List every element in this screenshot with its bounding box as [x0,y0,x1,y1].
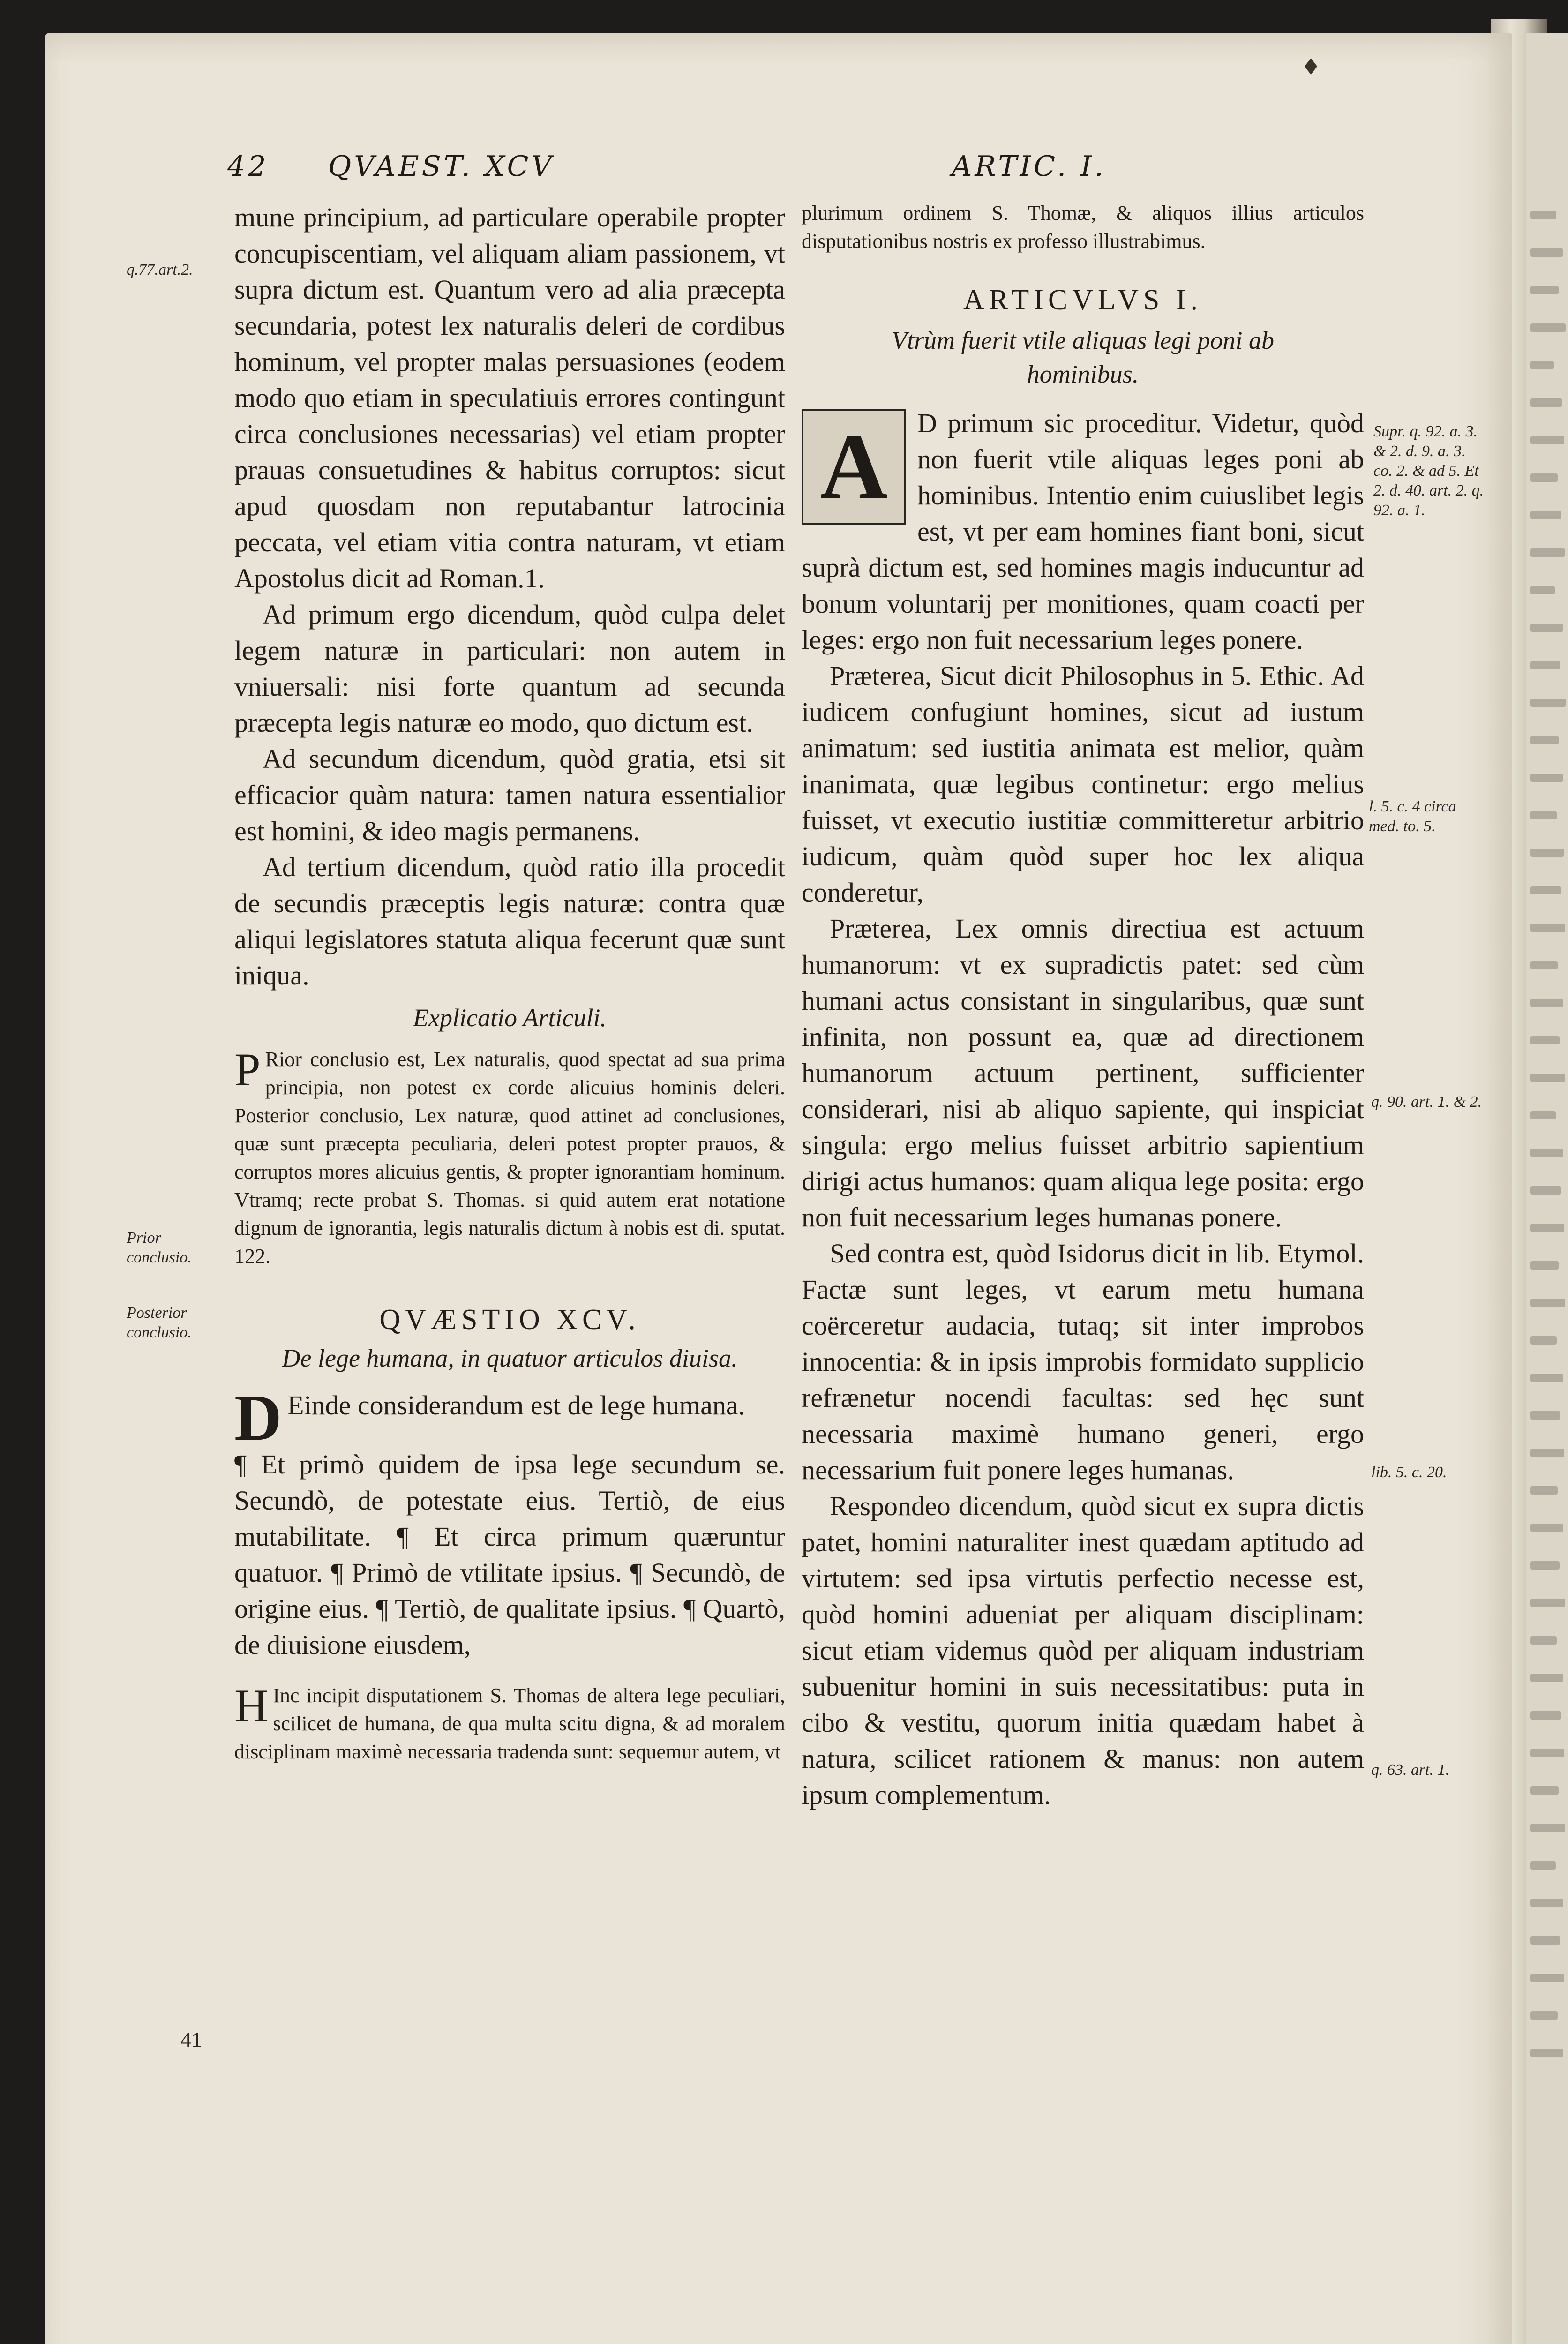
ink-mark: ♦ [1301,54,1321,80]
hinc-block [234,1682,785,1766]
articulus-title: ARTICVLVS I. [963,284,1203,316]
adjacent-page-edge [1526,33,1568,2344]
right-intro: plurimum ordinem S. Thomæ, & aliquos illius articulos disputationibus nostris ex professo illustrabimus. [802,202,1364,253]
articulus-body-block [802,405,1364,658]
right-paragraph-2: Præterea, Sicut dicit Philosophus in 5. Ethic. Ad iudicem confugiunt homines, sicut ad iustum animatum: sed iustitia animata est melior, quàm inanimata, quæ legibus continetur: ergo melius fuisset, vt executio iustitiæ committeretur arbitrio iudicum, quàm quòd super hoc lex aliqua conderetur, [802,661,1364,908]
right-column [802,199,1364,1813]
margin-note-q90: q. 90. art. 1. & 2. [1371,1093,1482,1111]
explicatio-initial: P [234,1045,261,1096]
left-paragraph-3: Ad secundum dicendum, quòd gratia, etsi sit efficacior quàm natura: tamen natura essentialior est homini, & ideo magis permanens. [234,744,785,846]
margin-note-ethic: l. 5. c. 4 circa med. to. 5. [1369,798,1456,835]
left-paragraph-2: Ad primum ergo dicendum, quòd culpa delet legem naturæ in particulari: non autem in vniuersali: nisi forte quantum ad secunda præcepta legis naturæ eo modo, quo dictum est. [234,599,785,738]
explicatio-text: Rior conclusio est, Lex naturalis, quod spectat ad sua prima principia, non potest ex corde alicuius hominis deleri. Posterior conclusio, Lex naturæ, quod attinet ad conclusiones, quæ sunt præcepta peculiaria, deleri potest propter prauos, & corruptos mores alicuius gentis, & propter ignorantiam hominum. Vtramq; recte probat S. Thomas. si quid autem erat notatione dignum de ignorantia, legis naturalis dictum à nobis est di. sputat. 122. [234,1048,785,1268]
margin-note-q77: q.77.art.2. [127,261,193,278]
right-paragraph-5: Respondeo dicendum, quòd sicut ex supra dictis patet, homini naturaliter inest quædam aptitudo ad virtutem: sed ipsa virtutis perfectio necesse est, quòd homini adueniat per aliquam disciplinam: sicut etiam videmus quòd per aliquam industriam subuenitur homini in suis necessitatibus: puta in cibo & vestitu, quorum initia quædam habet à natura, scilicet rationem & manus: non autem ipsum complementum. [802,1491,1364,1810]
right-paragraph-1: D primum sic proceditur. Videtur, quòd non fuerit vtile aliquas leges poni ab hominibus. Intentio enim cuiuslibet legis est, vt per eam homines fiant boni, sicut suprà dictum est, sed homines magis inducuntur ad bonum voluntarij per monitiones, quam coacti per leges: ergo non fuit necessarium leges ponere. [802,408,1364,655]
deinde-text: Einde considerandum est de lege humana. [287,1390,745,1420]
explicatio-block [234,1045,785,1270]
margin-note-prior: Prior conclusio. [127,1229,192,1266]
deinde-block [234,1387,785,1446]
explicatio-title: Explicatio Articuli. [413,1004,607,1032]
quaestio-title: QVÆSTIO XCV. [379,1304,640,1336]
running-head-right: ARTIC. I. [952,150,1106,183]
left-paragraph-4: Ad tertium dicendum, quòd ratio illa procedit de secundis præceptis legis naturæ: contra quæ aliqui legislatores statuta aliqua fecerunt quæ sunt iniqua. [234,852,785,991]
running-head-left: QVAEST. XCV [328,150,555,183]
right-paragraph-4: Sed contra est, quòd Isidorus dicit in lib. Etymol. Factæ sunt leges, vt earum metu humana coërceretur audacia, tutaq; sit inter improbos innocentia: & in ipsis improbis formidato supplicio refrænetur nocendi facultas: sed hęc sunt necessaria maximè humano generi, ergo necessarium fuit ponere leges humanas. [802,1238,1364,1485]
margin-note-supra: Supr. q. 92. a. 3. & 2. d. 9. a. 3. co. 2. & ad 5. Et 2. d. 40. art. 2. q. 92. a. 1. [1373,423,1484,519]
page-number: 42 [227,150,269,183]
left-column [234,199,785,1766]
right-paragraph-3: Præterea, Lex omnis directiua est actuum humanorum: vt ex supradictis patet: sed cùm humani actus consistant in singularibus, quæ sunt infinita, non possunt ea, quæ ad directionem humanorum actuum pertinent, sufficienter considerari, nisi ab aliquo sapiente, qui inspiciat singula: ergo melius fuisset arbitrio sapientium dirigi actus humanos: quam aliqua lege posita: ergo non fuit necessarium leges humanas ponere. [802,913,1364,1232]
ornamental-initial [802,409,906,525]
margin-note-number: 41 [180,2028,202,2051]
ornamental-initial-letter: A [820,415,888,518]
et-primo-text: ¶ Et primò quidem de ipsa lege secundum se. Secundò, de potestate eius. Tertiò, de eius mutabilitate. ¶ Et circa primum quæruntur quatuor. ¶ Primò de vtilitate ipsius. ¶ Secundò, de origine eius. ¶ Tertiò, de qualitate ipsius. ¶ Quartò, de diuisione eiusdem, [234,1449,785,1660]
articulus-question: Vtrùm fuerit vtile aliquas legi poni ab hominibus. [892,326,1274,388]
margin-note-lib5: lib. 5. c. 20. [1371,1464,1447,1481]
deinde-initial: D [234,1387,282,1446]
margin-note-q63: q. 63. art. 1. [1371,1761,1450,1779]
left-paragraph-1: mune principium, ad particulare operabile propter concupiscentiam, vel aliquam aliam passionem, vt supra dictum est. Quantum vero ad alia præcepta secundaria, potest lex naturalis deleri de cordibus hominum, vel propter malas persuasiones (eodem modo quo etiam in speculatiuis errores contingunt circa conclusiones necessarias) vel etiam propter prauas consuetudines & habitus corruptos: sicut apud quosdam non reputabantur latrocinia peccata, vel etiam vitia contra naturam, vt etiam Apostolus dicit ad Roman.1. [234,202,785,594]
hinc-initial: H [234,1682,269,1732]
hinc-text: Inc incipit disputationem S. Thomas de altera lege peculiari, scilicet de humana, de qua multa scitu digna, & ad moralem disciplinam maximè necessaria tradenda sunt: sequemur autem, vt [234,1684,785,1763]
margin-note-posterior: Posterior conclusio. [127,1304,192,1341]
quaestio-subtitle: De lege humana, in quatuor articulos diuisa. [282,1344,738,1372]
